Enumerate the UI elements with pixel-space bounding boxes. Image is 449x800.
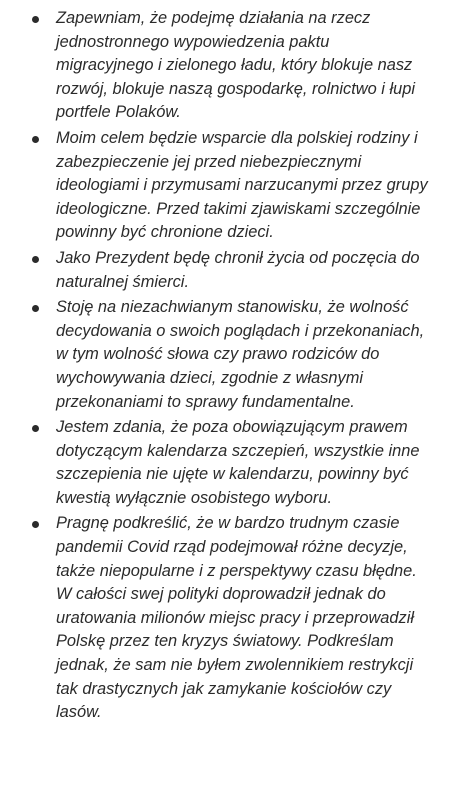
- bullet-icon: [32, 136, 39, 143]
- bullet-icon: [32, 16, 39, 23]
- text-line: zabezpieczenie jej przed niebezpiecznymi: [56, 152, 362, 171]
- bullet-list: [0, 7, 439, 725]
- text-line: pandemii Covid rząd podejmował różne decyzje,: [56, 538, 408, 557]
- text-line: Stoję na niezachwianym stanowisku, że wolność: [56, 298, 409, 317]
- list-item: [0, 296, 439, 414]
- text-line: decydowania o swoich poglądach i przekonaniach,: [56, 321, 425, 340]
- text-line: Pragnę podkreślić, że w bardzo trudnym czasie: [56, 514, 400, 533]
- bullet-icon: [32, 305, 39, 312]
- text-line: Jako Prezydent będę chronił życia od poczęcia do: [56, 248, 420, 267]
- list-item: [0, 512, 439, 724]
- text-line: przekonaniami to sprawy fundamentalne.: [56, 392, 355, 411]
- bullet-icon: [32, 425, 39, 432]
- text-line: ideologiczne. Przed takimi zjawiskami szczególnie: [56, 199, 421, 218]
- bullet-icon: [32, 521, 39, 528]
- text-line: migracyjnego i zielonego ładu, który blokuje nasz: [56, 56, 413, 75]
- text-line: wychowywania dzieci, zgodnie z własnymi: [56, 368, 363, 387]
- text-line: Jestem zdania, że poza obowiązującym prawem: [56, 418, 408, 437]
- text-line: jednak, że sam nie byłem zwolennikiem restrykcji: [56, 656, 414, 675]
- text-line: portfele Polaków.: [56, 103, 181, 122]
- text-line: W całości swej polityki doprowadził jednak do: [56, 585, 386, 604]
- text-line: szczepienia nie ujęte w kalendarzu, powinny być: [56, 465, 409, 484]
- bullet-icon: [32, 256, 39, 263]
- text-line: Moim celem będzie wsparcie dla polskiej rodziny i: [56, 128, 418, 147]
- text-line: kwestią wyłącznie osobistego wyboru.: [56, 488, 333, 507]
- text-line: jednostronnego wypowiedzenia paktu: [56, 32, 330, 51]
- text-line: lasów.: [56, 703, 102, 722]
- list-item: [0, 247, 439, 294]
- text-line: Polskę przez ten kryzys światowy. Podkreślam: [56, 632, 394, 651]
- text-line: w tym wolność słowa czy prawo rodziców do: [56, 345, 380, 364]
- text-line: rozwój, blokuje naszą gospodarkę, rolnictwo i łupi: [56, 79, 415, 98]
- text-line: Zapewniam, że podejmę działania na rzecz: [56, 9, 371, 27]
- text-line: ideologiami i przymusami narzucanymi przez grupy: [56, 176, 428, 195]
- list-item: [0, 7, 439, 125]
- text-line: naturalnej śmierci.: [56, 272, 189, 291]
- text-line: uratowania milionów miejsc pracy i przeprowadził: [56, 608, 415, 627]
- list-item: [0, 416, 439, 510]
- list-item: [0, 127, 439, 245]
- text-line: dotyczącym kalendarza szczepień, wszystkie inne: [56, 441, 420, 460]
- text-line: tak drastycznych jak zamykanie kościołów czy: [56, 679, 392, 698]
- text-line: także niepopularne i z perspektywy czasu błędne.: [56, 561, 417, 580]
- text-line: powinny być chronione dzieci.: [56, 223, 274, 242]
